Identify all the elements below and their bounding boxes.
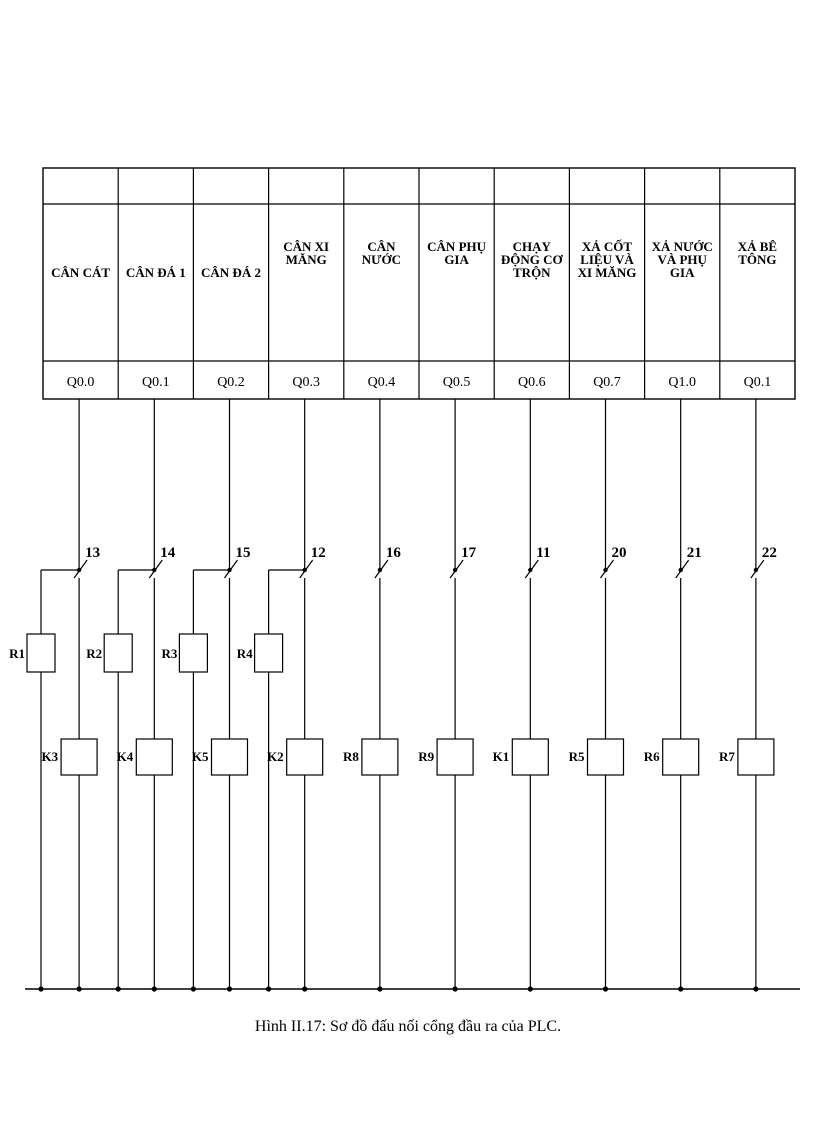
output-label: LIỆU VÀ <box>580 252 634 267</box>
output-label: GIA <box>669 265 695 280</box>
contact-dot <box>678 568 682 572</box>
output-address: Q0.0 <box>66 375 95 390</box>
output-label: XẢ BÊ <box>737 239 778 254</box>
coil-label: K2 <box>267 749 284 764</box>
coil-label: K3 <box>41 749 59 764</box>
relay-coil <box>287 739 323 775</box>
bus-junction <box>116 986 121 991</box>
output-label: CÂN CÁT <box>51 265 111 280</box>
output-label: XI MĂNG <box>577 265 637 280</box>
interlock-relay <box>27 634 55 672</box>
relay-coil <box>587 739 623 775</box>
output-address: Q0.5 <box>442 375 471 390</box>
interlock-relay <box>255 634 283 672</box>
contact-number: 14 <box>160 545 176 561</box>
contact-number: 16 <box>385 545 401 561</box>
bus-junction <box>191 986 196 991</box>
plc-output-table <box>43 168 795 399</box>
bus-junction <box>377 986 382 991</box>
bus-junction <box>302 986 307 991</box>
contact-dot <box>453 568 457 572</box>
output-label: CÂN XI <box>283 239 330 254</box>
contact-dot <box>603 568 607 572</box>
output-address: Q1.0 <box>668 375 697 390</box>
output-label: TÔNG <box>738 252 777 267</box>
relay-coil <box>437 739 473 775</box>
contact-number: 22 <box>761 545 777 561</box>
relay-coil <box>512 739 548 775</box>
bus-junction <box>753 986 758 991</box>
output-address: Q0.7 <box>593 375 621 390</box>
interlock-label: R2 <box>86 646 103 661</box>
output-label: XẢ CỐT <box>581 239 633 254</box>
contact-number: 20 <box>611 545 627 561</box>
interlock-relay <box>179 634 207 672</box>
output-label: CÂN ĐÁ 1 <box>125 265 186 280</box>
contact-number: 21 <box>686 545 702 561</box>
relay-coil <box>663 739 699 775</box>
bus-junction <box>528 986 533 991</box>
contact-number: 13 <box>85 545 101 561</box>
bus-junction <box>603 986 608 991</box>
output-label: VÀ PHỤ <box>657 252 707 267</box>
output-address: Q0.2 <box>217 375 245 390</box>
relay-coil <box>61 739 97 775</box>
bus-junction <box>38 986 43 991</box>
wiring <box>9 399 800 992</box>
coil-label: R9 <box>418 749 435 764</box>
contact-dot <box>378 568 382 572</box>
output-label: XẢ NƯỚC <box>651 239 713 254</box>
coil-label: R8 <box>343 749 359 764</box>
bus-junction <box>152 986 157 991</box>
output-address: Q0.4 <box>367 375 396 390</box>
output-label: NƯỚC <box>361 252 402 267</box>
relay-coil <box>738 739 774 775</box>
bus-junction <box>266 986 271 991</box>
relay-coil <box>211 739 247 775</box>
coil-label: K5 <box>191 749 209 764</box>
bus-junction <box>76 986 81 991</box>
contact-number: 15 <box>235 545 251 561</box>
contact-dot <box>528 568 532 572</box>
output-label: CÂN <box>367 239 396 254</box>
coil-label: K1 <box>492 749 510 764</box>
output-label: CHẠY <box>512 239 551 254</box>
contact-number: 17 <box>461 545 477 561</box>
contact-number: 12 <box>310 545 326 561</box>
output-label: ĐỘNG CƠ <box>500 252 563 267</box>
interlock-label: R3 <box>161 646 178 661</box>
interlock-label: R1 <box>9 646 25 661</box>
output-address: Q0.3 <box>292 375 321 390</box>
contact-dot <box>754 568 758 572</box>
contact-number: 11 <box>536 545 551 561</box>
output-label: MĂNG <box>285 252 327 267</box>
relay-coil <box>362 739 398 775</box>
figure-caption: Hình II.17: Sơ đồ đấu nối cổng đầu ra của PLC. <box>254 1018 562 1035</box>
output-label: CÂN PHỤ <box>427 239 487 254</box>
coil-label: R6 <box>643 749 660 764</box>
coil-label: R5 <box>568 749 585 764</box>
bus-junction <box>452 986 457 991</box>
relay-coil <box>136 739 172 775</box>
interlock-relay <box>104 634 132 672</box>
coil-label: K4 <box>116 749 134 764</box>
output-address: Q0.1 <box>743 375 772 390</box>
bus-junction <box>678 986 683 991</box>
output-label: GIA <box>444 252 469 267</box>
interlock-label: R4 <box>236 646 253 661</box>
output-label: TRỘN <box>513 265 551 280</box>
bus-junction <box>227 986 232 991</box>
output-label: CÂN ĐÁ 2 <box>201 265 261 280</box>
output-address: Q0.1 <box>141 375 170 390</box>
coil-label: R7 <box>719 749 735 764</box>
output-address: Q0.6 <box>517 375 546 390</box>
